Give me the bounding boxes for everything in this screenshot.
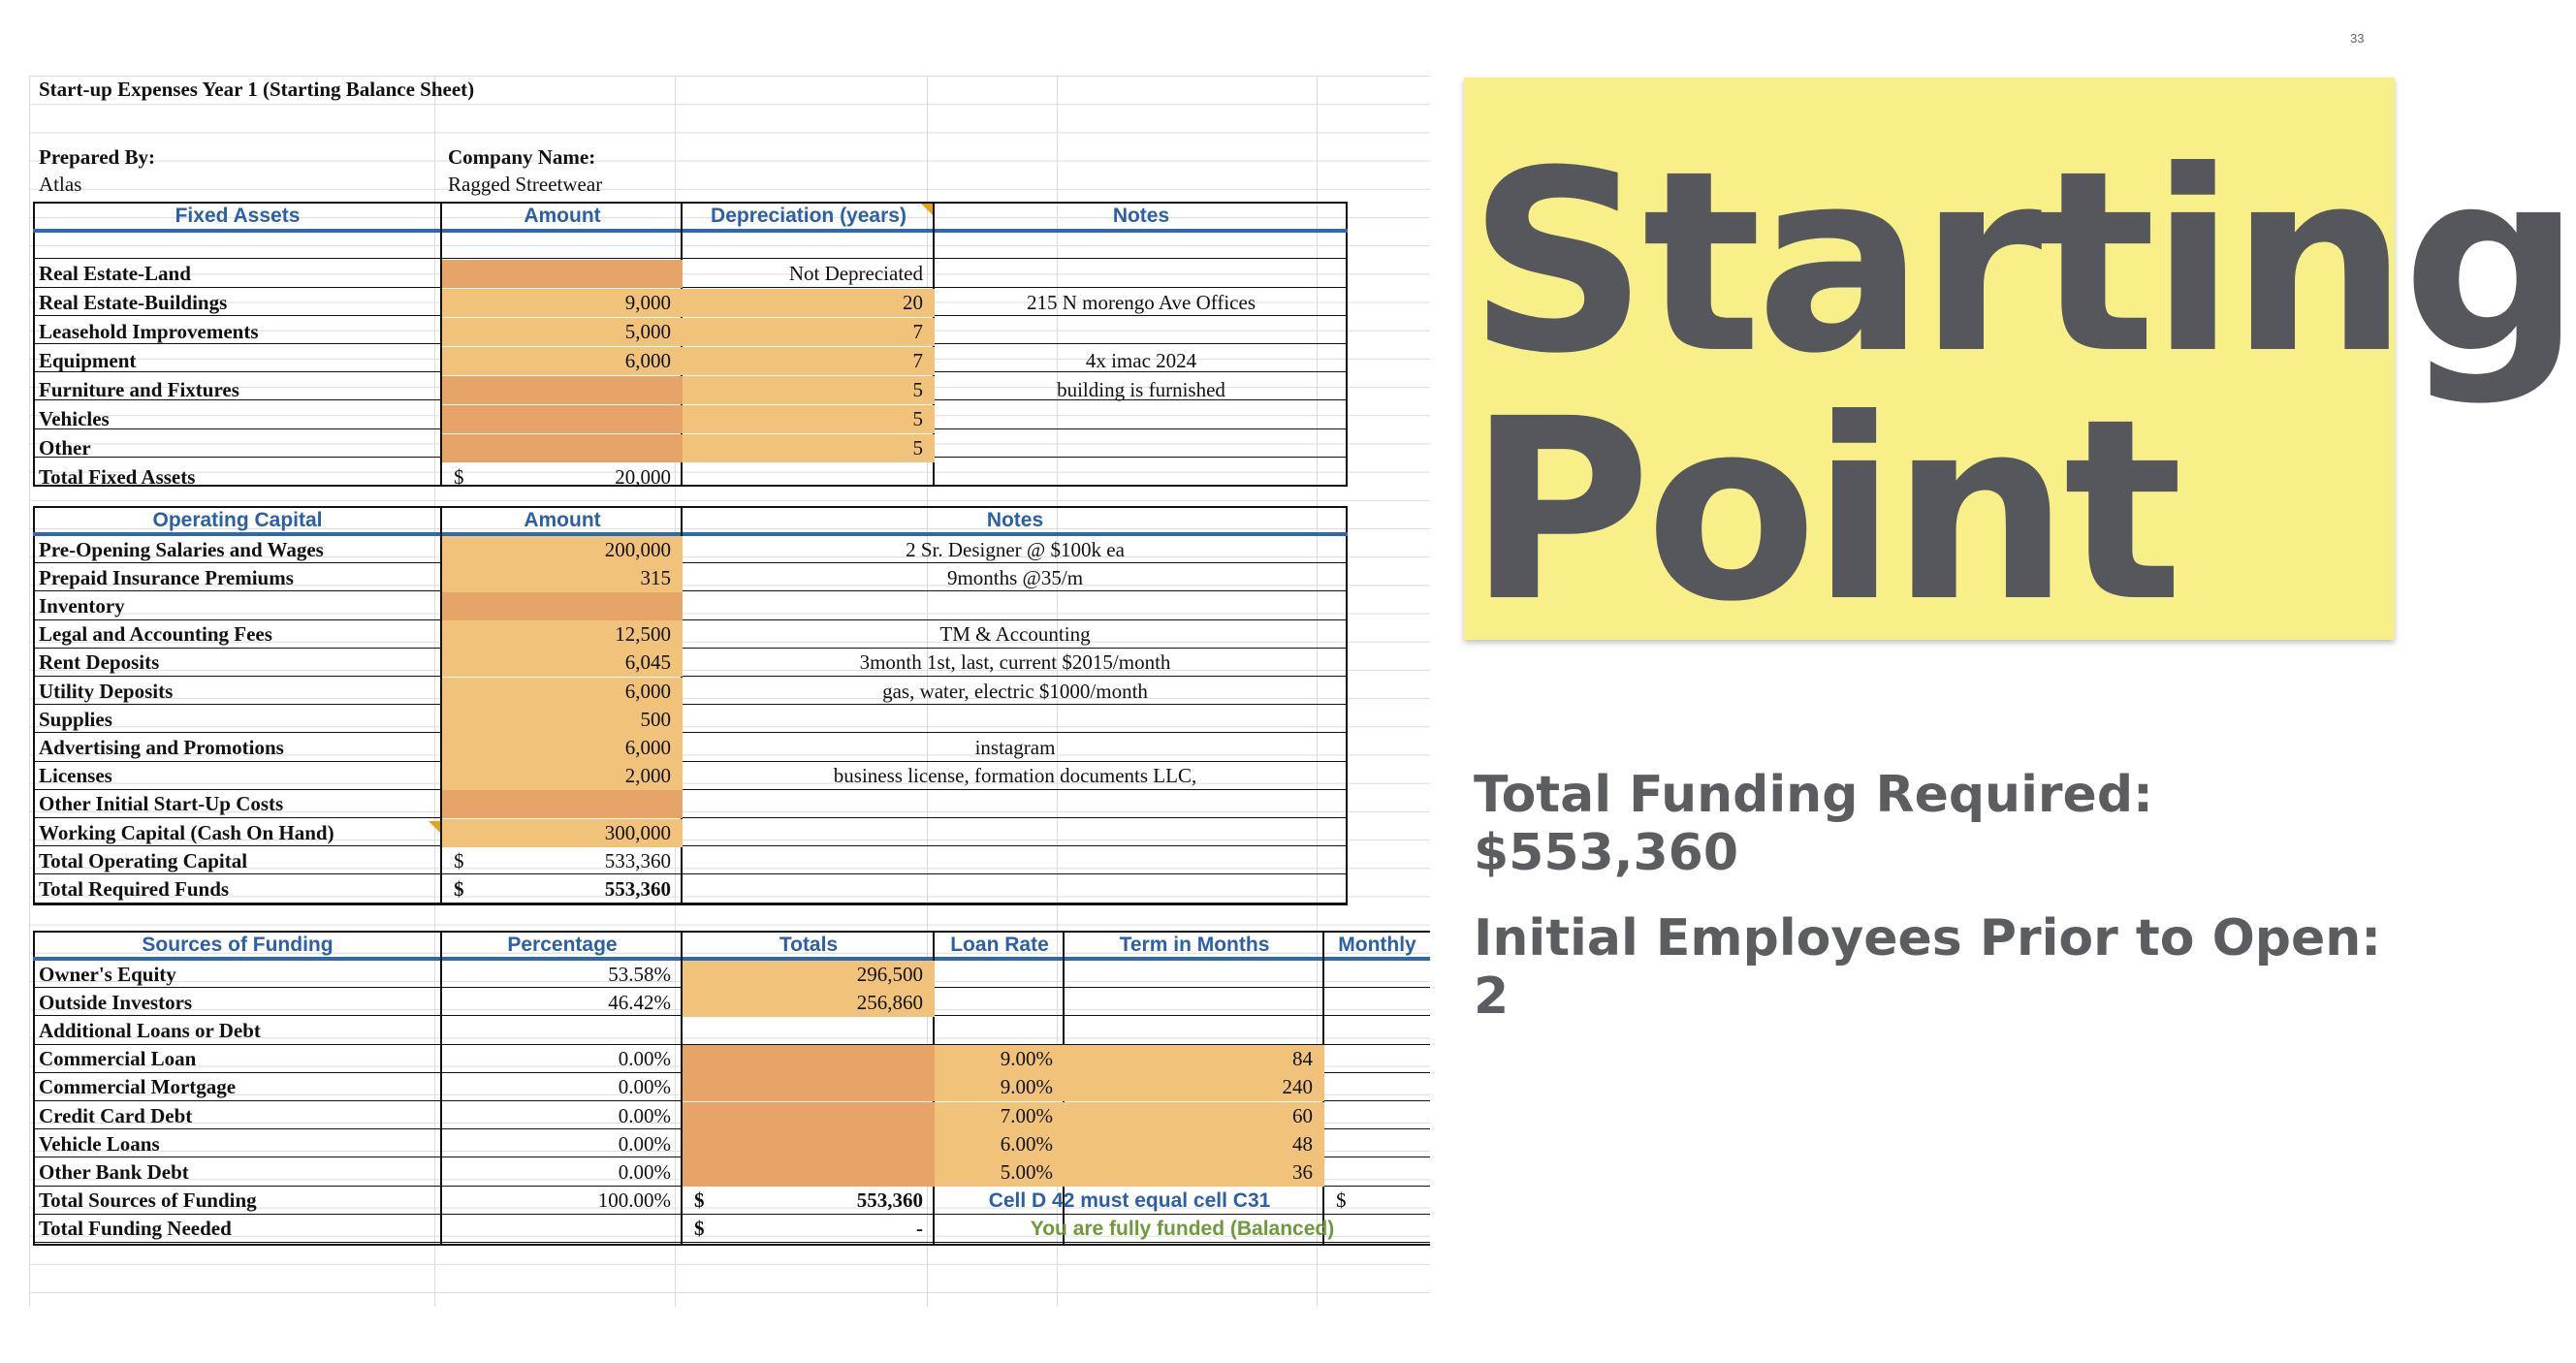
fixed-asset-note bbox=[935, 260, 1348, 288]
funding-total bbox=[683, 1073, 935, 1101]
total-funding-needed-value: - bbox=[916, 1217, 923, 1240]
operating-note: TM & Accounting bbox=[939, 622, 1091, 646]
fixed-asset-label: Leasehold Improvements bbox=[39, 320, 259, 343]
total-sources-percentage: 100.00% bbox=[597, 1189, 671, 1212]
operating-note: business license, formation documents LLC, bbox=[833, 764, 1197, 787]
total-funding-needed-label: Total Funding Needed bbox=[39, 1217, 232, 1240]
operating-label: Working Capital (Cash On Hand) bbox=[39, 821, 334, 844]
operating-label: Supplies bbox=[39, 708, 112, 731]
operating-amount bbox=[442, 790, 683, 818]
funding-source-label: Commercial Mortgage bbox=[39, 1075, 237, 1098]
operating-note bbox=[683, 819, 1348, 847]
monthly-currency: $ bbox=[1336, 1189, 1347, 1212]
fixed-asset-depreciation: 5 bbox=[683, 376, 935, 404]
operating-amount bbox=[442, 592, 683, 620]
funding-source-label: Additional Loans or Debt bbox=[39, 1019, 261, 1042]
sticky-note bbox=[1464, 78, 2576, 656]
prepared-by-value: Atlas bbox=[39, 173, 82, 196]
funding-percentage: 0.00% bbox=[618, 1132, 671, 1156]
operating-capital-header: Operating Capital bbox=[152, 509, 323, 531]
total-sources-currency: $ bbox=[694, 1189, 705, 1212]
funding-percentage: 0.00% bbox=[618, 1104, 671, 1127]
operating-label: Utility Deposits bbox=[39, 680, 174, 703]
fixed-asset-depreciation: 5 bbox=[683, 434, 935, 462]
total-required-funds-value: 553,360 bbox=[604, 877, 671, 901]
funding-header-2: Totals bbox=[779, 934, 839, 956]
fixed-asset-depreciation: 20 bbox=[683, 289, 935, 317]
operating-note: instagram bbox=[974, 736, 1056, 759]
funding-loan-rate: 7.00% bbox=[935, 1102, 1065, 1130]
funding-header-3: Loan Rate bbox=[950, 934, 1049, 956]
total-funding-needed-currency: $ bbox=[694, 1217, 705, 1240]
funding-total bbox=[683, 1130, 935, 1158]
funding-source-label: Owner's Equity bbox=[39, 963, 176, 986]
total-required-funds-label: Total Required Funds bbox=[39, 877, 230, 901]
fixed-asset-amount bbox=[442, 405, 683, 433]
funding-percentage: 46.42% bbox=[608, 991, 671, 1014]
fixed-asset-note bbox=[935, 318, 1348, 346]
operating-note: 9months @35/m bbox=[946, 566, 1084, 589]
operating-label: Advertising and Promotions bbox=[39, 736, 284, 759]
title-point: Point bbox=[1468, 365, 2178, 656]
fixed-asset-amount: 9,000 bbox=[442, 289, 683, 317]
total-sources-label: Total Sources of Funding bbox=[39, 1189, 257, 1212]
funding-total: 256,860 bbox=[683, 989, 935, 1017]
operating-amount: 6,045 bbox=[442, 649, 683, 677]
funding-source-label: Outside Investors bbox=[39, 991, 193, 1014]
operating-amount: 500 bbox=[442, 706, 683, 734]
fixed-asset-depreciation: 5 bbox=[683, 405, 935, 433]
operating-notes-header: Notes bbox=[986, 509, 1044, 531]
funding-term bbox=[1065, 1017, 1324, 1045]
operating-capital-box-bottom bbox=[33, 903, 1348, 905]
total-operating-capital-currency: $ bbox=[454, 849, 464, 872]
prepared-by-label: Prepared By: bbox=[39, 145, 155, 169]
fixed-asset-label: Vehicles bbox=[39, 407, 110, 430]
fixed-assets-rule bbox=[33, 258, 1348, 259]
operating-label: Pre-Opening Salaries and Wages bbox=[39, 538, 324, 561]
operating-amount: 6,000 bbox=[442, 678, 683, 706]
fixed-asset-note: 215 N morengo Ave Offices bbox=[1026, 291, 1256, 314]
funding-total bbox=[683, 1102, 935, 1130]
operating-label: Other Initial Start-Up Costs bbox=[39, 792, 284, 815]
fixed-asset-depreciation: 7 bbox=[683, 318, 935, 346]
fixed-asset-amount bbox=[442, 260, 683, 288]
total-operating-capital-value: 533,360 bbox=[604, 849, 671, 872]
operating-amount: 2,000 bbox=[442, 762, 683, 790]
operating-note: gas, water, electric $1000/month bbox=[882, 680, 1148, 703]
funding-source-label: Commercial Loan bbox=[39, 1047, 197, 1070]
funding-loan-rate: 6.00% bbox=[935, 1130, 1065, 1158]
funding-percentage: 0.00% bbox=[618, 1075, 671, 1098]
operating-label: Rent Deposits bbox=[39, 650, 160, 674]
balance-sheet bbox=[29, 76, 1430, 1307]
funding-source-label: Credit Card Debt bbox=[39, 1104, 193, 1127]
total-fixed-assets-value: 20,000 bbox=[615, 465, 671, 489]
fixed-asset-note bbox=[935, 434, 1348, 462]
operating-amount: 12,500 bbox=[442, 620, 683, 649]
operating-amount: 6,000 bbox=[442, 734, 683, 762]
funding-percentage bbox=[442, 1017, 683, 1045]
fixed-asset-note bbox=[935, 405, 1348, 433]
funding-total bbox=[683, 1045, 935, 1073]
total-operating-capital-label: Total Operating Capital bbox=[39, 849, 248, 872]
fixed-asset-note: building is furnished bbox=[1057, 378, 1225, 401]
fixed-asset-label: Equipment bbox=[39, 349, 137, 372]
funding-term bbox=[1065, 961, 1324, 989]
funding-term: 60 bbox=[1065, 1102, 1324, 1130]
fixed-asset-depreciation: Not Depreciated bbox=[788, 262, 923, 285]
funding-total bbox=[683, 1158, 935, 1187]
funding-bottom bbox=[33, 1244, 1430, 1246]
fixed-assets-header: Fixed Assets bbox=[175, 205, 301, 227]
fixed-asset-label: Furniture and Fixtures bbox=[39, 378, 239, 401]
funding-total: 296,500 bbox=[683, 961, 935, 989]
funding-term: 36 bbox=[1065, 1158, 1324, 1187]
operating-note bbox=[683, 790, 1348, 818]
company-name-label: Company Name: bbox=[448, 145, 596, 169]
operating-amount-header: Amount bbox=[524, 509, 601, 531]
initial-employees: Initial Employees Prior to Open: 2 bbox=[1474, 909, 2382, 1026]
funding-loan-rate bbox=[935, 989, 1065, 1017]
funding-percentage: 0.00% bbox=[618, 1047, 671, 1070]
operating-label: Inventory bbox=[39, 594, 125, 618]
page-number: 33 bbox=[2350, 31, 2365, 46]
operating-note: 2 Sr. Designer @ $100k ea bbox=[906, 538, 1125, 561]
funding-term: 48 bbox=[1065, 1130, 1324, 1158]
funding-check-note: Cell D 42 must equal cell C31 bbox=[988, 1189, 1271, 1212]
funding-term: 240 bbox=[1065, 1073, 1324, 1101]
funding-header-1: Percentage bbox=[507, 934, 618, 956]
funding-loan-rate: 5.00% bbox=[935, 1158, 1065, 1187]
company-name-value: Ragged Streetwear bbox=[448, 173, 603, 196]
operating-label: Legal and Accounting Fees bbox=[39, 622, 272, 646]
sheet-title: Start-up Expenses Year 1 (Starting Balance Sheet) bbox=[39, 78, 475, 101]
fixed-asset-label: Real Estate-Land bbox=[39, 262, 191, 285]
funding-loan-rate bbox=[935, 1017, 1065, 1045]
funding-header-4: Term in Months bbox=[1119, 934, 1270, 956]
fixed-notes-header: Notes bbox=[1112, 205, 1170, 227]
operating-label: Prepaid Insurance Premiums bbox=[39, 566, 294, 589]
total-fixed-assets-label: Total Fixed Assets bbox=[39, 465, 196, 489]
operating-note: 3month 1st, last, current $2015/month bbox=[859, 650, 1171, 674]
funding-loan-rate: 9.00% bbox=[935, 1073, 1065, 1101]
total-fixed-assets-currency: $ bbox=[454, 465, 464, 489]
operating-amount: 200,000 bbox=[442, 536, 683, 564]
depreciation-header: Depreciation (years) bbox=[711, 205, 906, 227]
fixed-asset-label: Other bbox=[39, 436, 91, 460]
title-starting: Starting bbox=[1468, 117, 2576, 408]
comment-indicator bbox=[921, 204, 933, 215]
operating-label: Licenses bbox=[39, 764, 112, 787]
funding-source-label: Vehicle Loans bbox=[39, 1132, 160, 1156]
funding-total bbox=[683, 1017, 935, 1045]
funding-header-0: Sources of Funding bbox=[142, 934, 334, 956]
fixed-amount-header: Amount bbox=[524, 205, 601, 227]
fixed-asset-note: 4x imac 2024 bbox=[1085, 349, 1197, 372]
comment-indicator bbox=[429, 821, 440, 833]
funding-loan-rate bbox=[935, 961, 1065, 989]
funding-percentage: 0.00% bbox=[618, 1160, 671, 1184]
fixed-asset-label: Real Estate-Buildings bbox=[39, 291, 228, 314]
fixed-asset-amount: 6,000 bbox=[442, 347, 683, 375]
balanced-note: You are fully funded (Balanced) bbox=[1030, 1218, 1335, 1240]
funding-percentage: 53.58% bbox=[608, 963, 671, 986]
operating-note bbox=[683, 706, 1348, 734]
funding-source-label: Other Bank Debt bbox=[39, 1160, 189, 1184]
operating-amount: 300,000 bbox=[442, 819, 683, 847]
fixed-asset-amount: 5,000 bbox=[442, 318, 683, 346]
funding-loan-rate: 9.00% bbox=[935, 1045, 1065, 1073]
funding-term: 84 bbox=[1065, 1045, 1324, 1073]
operating-amount: 315 bbox=[442, 564, 683, 592]
total-required-funds-currency: $ bbox=[454, 877, 464, 901]
total-funding-required: Total Funding Required: $553,360 bbox=[1474, 766, 2153, 882]
fixed-asset-amount bbox=[442, 434, 683, 462]
fixed-asset-depreciation: 7 bbox=[683, 347, 935, 375]
operating-note bbox=[683, 592, 1348, 620]
total-sources-value: 553,360 bbox=[856, 1189, 923, 1212]
fixed-asset-amount bbox=[442, 376, 683, 404]
funding-header-5: Monthly bbox=[1338, 934, 1416, 956]
funding-term bbox=[1065, 989, 1324, 1017]
